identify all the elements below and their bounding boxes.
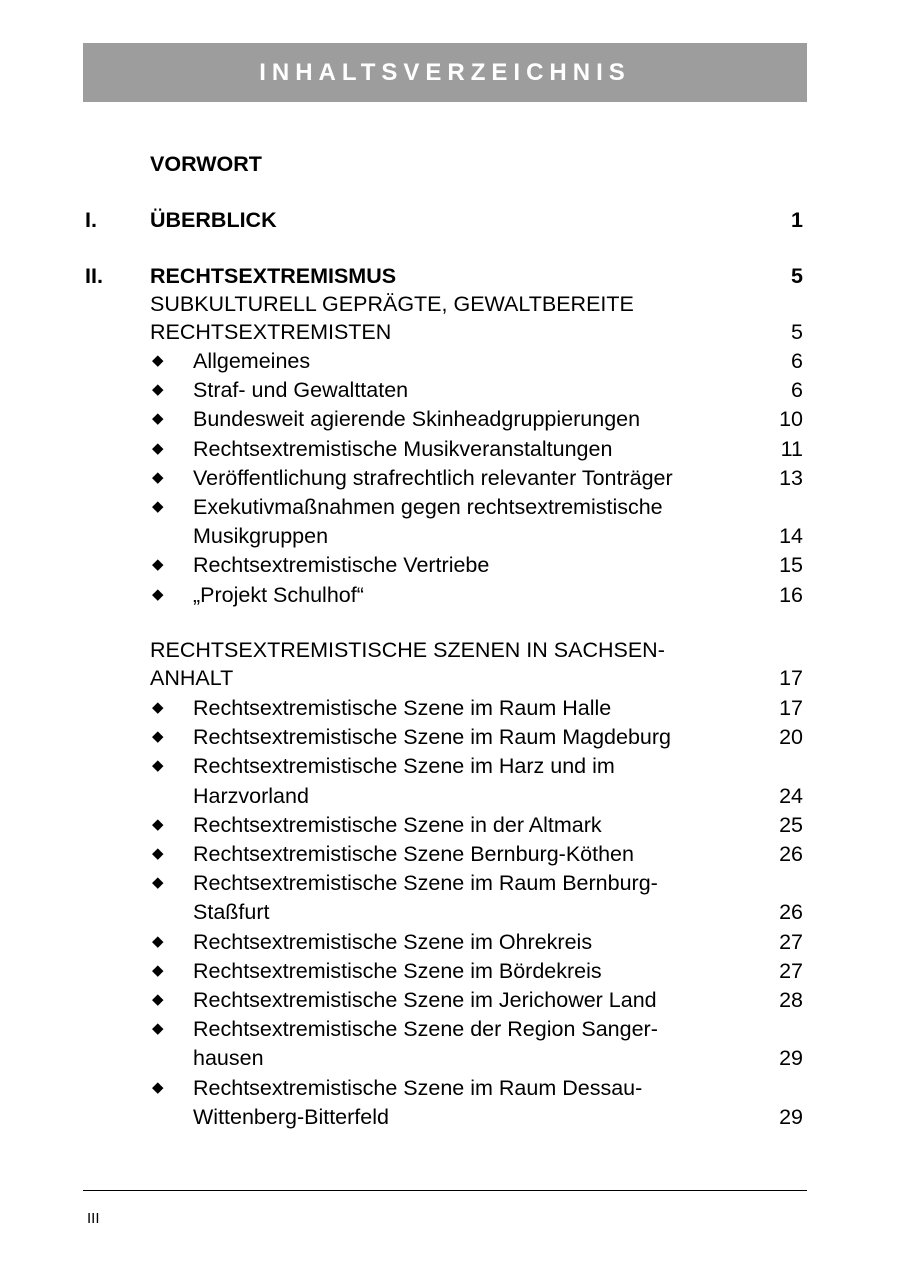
toc-entry[interactable]: Exekutivmaßnahmen gegen rechtsextremistische — [193, 495, 663, 519]
bullet-icon: ◆ — [152, 728, 164, 746]
page-number: 15 — [779, 553, 803, 578]
toc-entry[interactable]: Rechtsextremistische Musikveranstaltungen — [193, 436, 613, 461]
bullet-icon: ◆ — [152, 439, 164, 457]
toc-entry[interactable]: Allgemeines — [193, 349, 311, 373]
page-number: 17 — [779, 696, 803, 720]
page-number: 10 — [779, 407, 803, 432]
subsection-title[interactable]: RECHTSEXTREMISTISCHE SZENEN IN SACHSEN- — [150, 638, 665, 662]
toc-entry[interactable]: Rechtsextremistische Szene im Bördekreis — [193, 958, 602, 983]
toc-title: INHALTSVERZEICHNIS — [259, 58, 631, 86]
toc-entry[interactable]: Rechtsextremistische Szene im Raum Bernburg- — [193, 871, 658, 896]
toc-entry[interactable]: Rechtsextremistische Szene im Jerichower Land — [193, 988, 657, 1012]
toc-entry[interactable]: Rechtsextremistische Szene der Region Sanger- — [193, 1017, 658, 1042]
page-number: 11 — [780, 436, 803, 461]
toc-entry[interactable]: Rechtsextremistische Szene Bernburg-Köthen — [193, 842, 634, 866]
vorwort-entry[interactable]: VORWORT — [150, 152, 262, 176]
bullet-icon: ◆ — [152, 932, 164, 950]
bullet-icon: ◆ — [152, 498, 164, 515]
bullet-icon: ◆ — [152, 815, 164, 833]
toc-entry-cont[interactable]: Wittenberg-Bitterfeld — [193, 1104, 389, 1129]
toc-entry[interactable]: Rechtsextremistische Szene im Raum Halle — [193, 696, 612, 720]
toc-entry[interactable]: Rechtsextremistische Szene im Raum Dessau- — [193, 1075, 643, 1100]
toc-entry[interactable]: Veröffentlichung strafrechtlich relevanter Tonträger — [193, 465, 673, 490]
page-number: 29 — [779, 1046, 803, 1071]
page-number: 1 — [791, 208, 803, 232]
bullet-icon: ◆ — [152, 1020, 164, 1038]
subsection-title[interactable]: SUBKULTURELL GEPRÄGTE, GEWALTBEREITE — [150, 292, 634, 316]
bullet-icon: ◆ — [152, 352, 164, 369]
bullet-icon: ◆ — [152, 410, 164, 428]
bullet-icon: ◆ — [152, 556, 164, 574]
section-title[interactable]: ÜBERBLICK — [150, 208, 277, 232]
toc-entry-cont[interactable]: Musikgruppen — [193, 524, 329, 549]
bullet-icon: ◆ — [152, 757, 164, 775]
toc-entry[interactable]: Rechtsextremistische Szene in der Altmark — [193, 812, 602, 837]
section-title[interactable]: RECHTSEXTREMISMUS — [150, 264, 397, 288]
page-number: 20 — [779, 725, 803, 750]
toc-entry-cont[interactable]: hausen — [193, 1046, 264, 1071]
toc-header-bar — [83, 43, 807, 102]
toc-entry[interactable]: Straf- und Gewalttaten — [193, 378, 409, 403]
page-number: 27 — [779, 929, 803, 954]
bullet-icon: ◆ — [152, 961, 164, 979]
toc-entry[interactable]: Bundesweit agierende Skinheadgruppierungen — [193, 407, 641, 432]
section-number: I. — [85, 208, 97, 232]
page-number: 14 — [779, 524, 803, 549]
page-number: 28 — [779, 988, 803, 1012]
bullet-icon: ◆ — [152, 381, 164, 399]
section-number: II. — [85, 264, 103, 288]
footer-rule — [83, 1190, 807, 1191]
bullet-icon: ◆ — [152, 468, 164, 486]
toc-entry[interactable]: Rechtsextremistische Vertriebe — [193, 553, 490, 578]
toc-entry[interactable]: Rechtsextremistische Szene im Harz und im — [193, 754, 615, 779]
subsection-title-cont[interactable]: RECHTSEXTREMISTEN — [150, 320, 392, 344]
toc-entry[interactable]: Rechtsextremistische Szene im Ohrekreis — [193, 929, 593, 954]
toc-entry-cont[interactable]: Harzvorland — [193, 783, 309, 808]
page-number: 6 — [791, 378, 803, 403]
page-number: 6 — [791, 349, 803, 373]
page-number: 24 — [779, 783, 803, 808]
page-number: 29 — [779, 1104, 803, 1129]
page-number: 5 — [791, 320, 803, 344]
bullet-icon: ◆ — [152, 845, 164, 862]
page-number: 25 — [779, 812, 803, 837]
page-number: 5 — [791, 264, 803, 288]
page-number: 27 — [779, 958, 803, 983]
page-number: 26 — [779, 900, 803, 925]
page-number: 16 — [779, 582, 803, 607]
page-number: 17 — [779, 666, 803, 690]
toc-entry-cont[interactable]: Staßfurt — [193, 900, 270, 925]
bullet-icon: ◆ — [152, 1078, 164, 1096]
bullet-icon: ◆ — [152, 585, 164, 603]
bullet-icon: ◆ — [152, 991, 164, 1008]
toc-entry[interactable]: „Projekt Schulhof“ — [193, 582, 364, 607]
footer-page-number: III — [87, 1210, 100, 1227]
page-number: 13 — [779, 465, 803, 490]
bullet-icon: ◆ — [152, 699, 164, 716]
subsection-title-cont[interactable]: ANHALT — [150, 666, 234, 690]
bullet-icon: ◆ — [152, 874, 164, 892]
toc-entry[interactable]: Rechtsextremistische Szene im Raum Magdeburg — [193, 725, 671, 750]
page-number: 26 — [779, 842, 803, 866]
